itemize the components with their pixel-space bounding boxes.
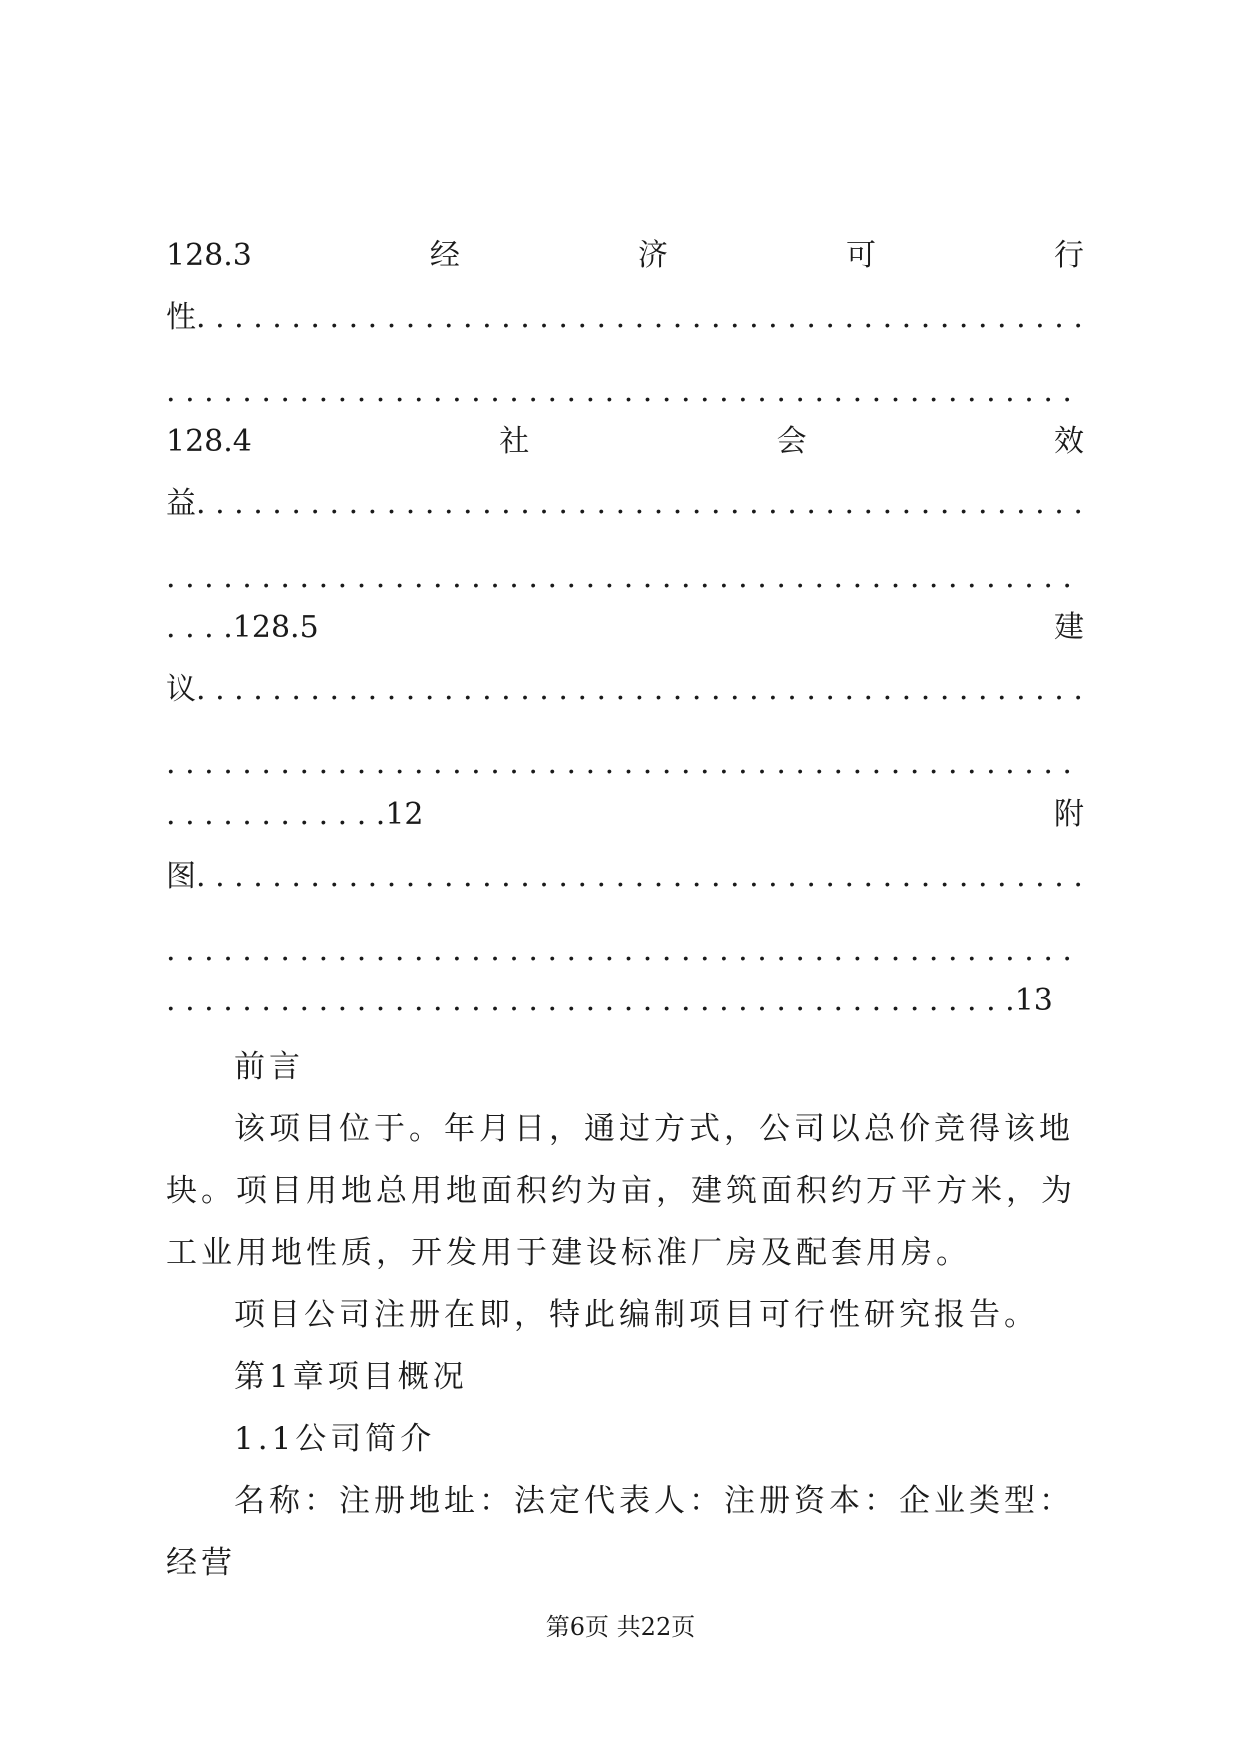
toc-number: 12 — [385, 797, 424, 832]
toc-char: 行 — [1053, 238, 1084, 273]
chapter-1-heading: 第1章项目概况 — [234, 1359, 468, 1395]
toc-char: 会 — [776, 424, 807, 459]
toc-tail-char: 性 — [166, 300, 196, 335]
toc-number: 13 — [1014, 983, 1053, 1018]
toc-number: 128.4 — [166, 424, 252, 459]
toc-entry-128-5: . . . . 128.5 建 — [166, 608, 1084, 648]
toc-char: 可 — [845, 238, 876, 273]
toc-number: 128.5 — [232, 610, 319, 645]
toc-entry-128-4 — [166, 422, 1084, 462]
page-footer: 第6页 共22页 — [545, 1613, 696, 1641]
toc-dot-leader — [166, 670, 1084, 710]
toc-char: 经 — [429, 238, 460, 273]
toc-entry-128-3 — [166, 236, 1084, 276]
toc-dot-leader — [166, 484, 1084, 524]
toc-char: 附 — [1054, 797, 1084, 832]
dot-leader — [196, 670, 1084, 710]
toc-dot-leader — [166, 558, 1084, 598]
toc-dot-leader — [166, 298, 1084, 338]
toc-final-line: . . . . . . . . . . . . . . . . . . . . . . . . . . . . . . . . . . . . . . . . . . . . .13 — [166, 983, 1053, 1018]
toc-tail-char: 益 — [166, 486, 196, 521]
toc-tail-char: 议 — [166, 672, 196, 707]
toc-char: 建 — [1054, 610, 1084, 645]
foreword-paragraph-2: 项目公司注册在即，特此编制项目可行性研究报告。 — [234, 1297, 1039, 1333]
toc-dot-leader — [166, 931, 1084, 971]
foreword-paragraph-1: 该项目位于。年月日，通过方式，公司以总价竞得该地块。项目用地总用地面积约为亩，建筑面积约万平方米，为工业用地性质，开发用于建设标准厂房及配套用房。 — [166, 1111, 1076, 1271]
toc-char: 效 — [1053, 424, 1084, 459]
dot-leader — [196, 298, 1084, 338]
dot-leader — [196, 484, 1084, 524]
toc-char: 社 — [499, 424, 530, 459]
toc-entry-appendix: . . . . . . . . . . . . 12 附 — [166, 795, 1084, 835]
dot-leader — [196, 857, 1084, 897]
toc-dot-leader — [166, 857, 1084, 897]
toc-dot-leader — [166, 372, 1084, 412]
toc-number: 128.3 — [166, 238, 252, 273]
toc-dot-leader — [166, 744, 1084, 784]
toc-tail-char: 图 — [166, 859, 196, 894]
dot-leader — [166, 558, 1084, 598]
company-info-line: 名称：注册地址：法定代表人：注册资本：企业类型：经营 — [166, 1483, 1074, 1581]
dot-leader — [166, 372, 1084, 412]
foreword-title: 前言 — [234, 1049, 304, 1085]
section-1-1-heading: 1.1公司简介 — [234, 1421, 436, 1457]
toc-char: 济 — [637, 238, 668, 273]
dot-leader — [166, 931, 1084, 971]
dot-leader — [166, 744, 1084, 784]
